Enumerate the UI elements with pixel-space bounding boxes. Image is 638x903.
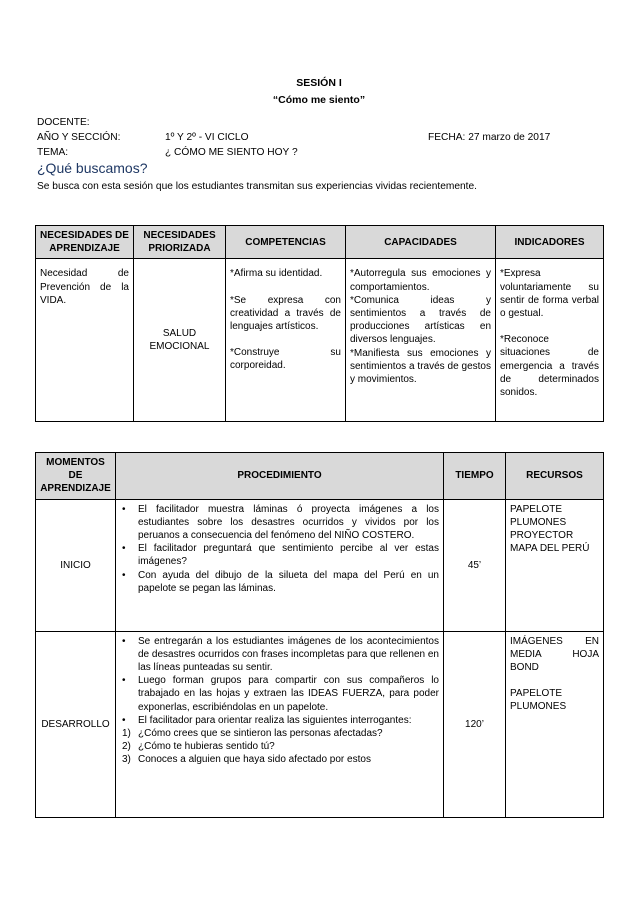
time-desarrollo: 120’ <box>444 631 506 817</box>
procedure-table <box>35 452 604 818</box>
need-cell: Necesidad de Prevención de la VIDA. <box>36 259 134 422</box>
resource-item: PLUMONES <box>510 516 567 528</box>
procedure-step: • El facilitador preguntará que sentimiento percibe al ver estas imágenes? <box>138 542 439 568</box>
capacidades-cell <box>346 259 496 422</box>
needs-table <box>35 225 604 422</box>
priority-cell: SALUD EMOCIONAL <box>134 259 226 422</box>
header-indicadores: INDICADORES <box>496 226 604 259</box>
header-needs: NECESIDADES DE APRENDIZAJE <box>36 226 134 259</box>
session-title: SESIÓN I <box>296 77 342 89</box>
moment-desarrollo: DESARROLLO <box>36 631 116 817</box>
competencias-cell <box>226 259 346 422</box>
competencia-item: *Construye su corporeidad. <box>230 347 341 372</box>
topic-value: ¿ CÓMO ME SIENTO HOY ? <box>165 147 298 158</box>
header-priority: NECESIDADES PRIORIZADA <box>134 226 226 259</box>
resource-item: PAPELOTE <box>510 688 563 700</box>
question-item: 1) ¿Cómo crees que se sintieron las personas afectadas? <box>122 728 383 740</box>
procedure-desarrollo <box>116 631 444 817</box>
capacidad-item: *Manifiesta sus emociones y sentimientos a través de gestos y movimientos. <box>350 347 491 386</box>
moment-inicio: INICIO <box>36 499 116 631</box>
header-time: TIEMPO <box>444 453 506 500</box>
time-inicio: 45’ <box>444 499 506 631</box>
resources-inicio <box>506 499 604 631</box>
procedure-step: • Luego forman grupos para compartir con sus compañeros lo trabajado en las hojas y extraen las IDEAS FUERZA, para poder exponerlas, escribiéndolas en un papelote. <box>138 674 439 714</box>
competencia-item: *Se expresa con creatividad a través de lenguajes artísticos. <box>230 294 341 333</box>
header-competencias: COMPETENCIAS <box>226 226 346 259</box>
indicador-item: *Expresa voluntariamente su sentir de forma verbal o gestual. <box>500 268 599 320</box>
resource-item: PAPELOTE <box>510 503 563 515</box>
header-capacidades: CAPACIDADES <box>346 226 496 259</box>
docente-label: DOCENTE: <box>37 117 90 128</box>
resource-item: PROYECTOR <box>510 530 574 542</box>
purpose-heading: ¿Qué buscamos? <box>37 160 148 176</box>
procedure-step: • El facilitador muestra láminas ó proyecta imágenes a los estudiantes sobre los desastres ocurridos y vividos por los peruanos a consecuencia del fenómeno del NIÑO COSTERO. <box>138 503 439 543</box>
topic-label: TEMA: <box>37 147 69 158</box>
resource-item: IMÁGENES EN MEDIA HOJA BOND <box>510 635 599 674</box>
date-value: FECHA: 27 marzo de 2017 <box>428 132 551 143</box>
capacidad-item: *Autorregula sus emociones y comportamientos. <box>350 268 491 293</box>
resource-item: PLUMONES <box>510 701 567 713</box>
competencia-item: *Afirma su identidad. <box>230 268 323 280</box>
grade-value: 1º Y 2º - VI CICLO <box>165 132 249 143</box>
purpose-text: Se busca con esta sesión que los estudiantes transmitan sus experiencias vividas recientemente. <box>37 181 478 192</box>
question-item: 2) ¿Cómo te hubieras sentido tú? <box>122 741 275 753</box>
resource-item: MAPA DEL PERÚ <box>510 543 590 555</box>
capacidad-item: *Comunica ideas y sentimientos a través de producciones artísticas en diversos lenguajes. <box>350 294 491 346</box>
header-resources: RECURSOS <box>506 453 604 500</box>
resources-desarrollo <box>506 631 604 817</box>
procedure-step: • El facilitador para orientar realiza las siguientes interrogantes: <box>138 714 439 727</box>
question-item: 3) Conoces a alguien que haya sido afectado por estos <box>122 754 371 766</box>
header-procedure: PROCEDIMIENTO <box>116 453 444 500</box>
procedure-step: • Se entregarán a los estudiantes imágenes de los acontecimientos de desastres ocurridos con frases incompletas para que rellenen en las líneas punteadas su sentir. <box>138 635 439 675</box>
procedure-step: • Con ayuda del dibujo de la silueta del mapa del Perú en un papelote se pegan las láminas. <box>138 569 439 595</box>
grade-label: AÑO Y SECCIÓN: <box>37 132 121 143</box>
session-subtitle: “Cómo me siento” <box>272 94 366 106</box>
procedure-inicio <box>116 499 444 631</box>
indicadores-cell <box>496 259 604 422</box>
header-moments: MOMENTOS DE APRENDIZAJE <box>36 453 116 500</box>
indicador-item: *Reconoce situaciones de emergencia a través de determinados sonidos. <box>500 334 599 399</box>
